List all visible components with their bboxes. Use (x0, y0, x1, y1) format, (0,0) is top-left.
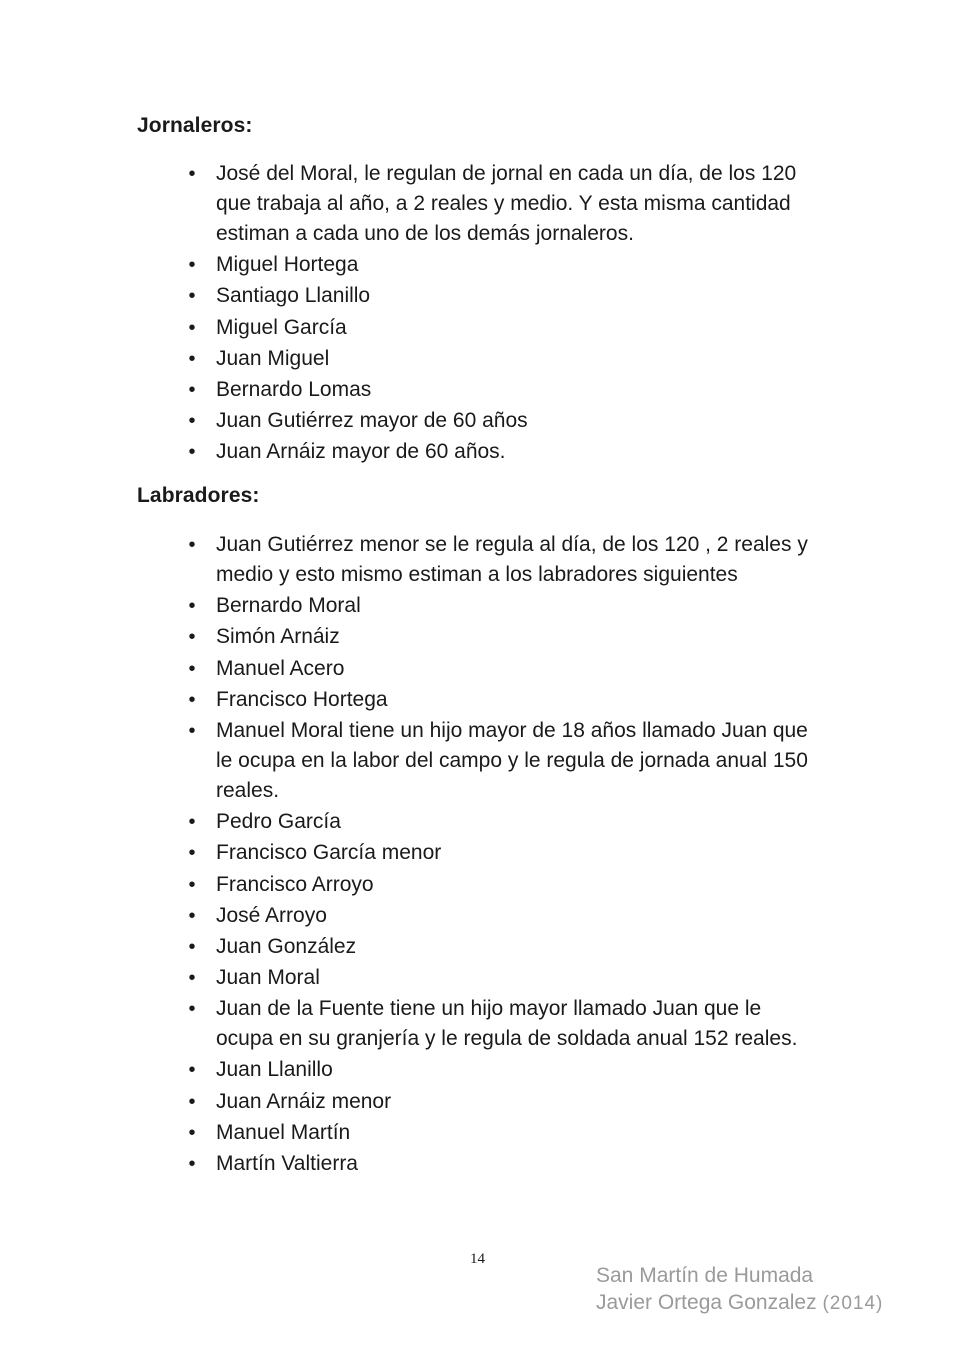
watermark (596, 1262, 883, 1317)
section-heading-jornaleros: Jornaleros: (137, 114, 253, 137)
list-item (0, 622, 816, 652)
labradores-list (0, 530, 816, 1180)
list-item (0, 437, 816, 467)
list-item-text: Juan Gutiérrez menor se le regula al día, de los 120 , 2 reales y medio y esto mismo estiman a los labradores siguientes (216, 533, 808, 586)
list-item-text: Francisco García menor (216, 841, 442, 865)
page-number: 14 (470, 1251, 485, 1267)
list-item (0, 716, 816, 806)
bullet-icon: • (188, 1090, 196, 1113)
list-item-text: Juan Llanillo (216, 1058, 333, 1082)
bullet-icon: • (188, 163, 196, 185)
list-item-text: Martín Valtierra (216, 1152, 358, 1175)
list-item-text: Pedro García (216, 810, 341, 834)
list-item-text: Francisco Hortega (216, 687, 388, 711)
list-item-text: Miguel García (216, 315, 347, 339)
list-item-text: Simón Arnáiz (216, 625, 340, 649)
list-item (0, 963, 816, 993)
bullet-icon: • (188, 688, 196, 711)
bullet-icon: • (188, 285, 196, 308)
bullet-icon: • (188, 657, 196, 680)
bullet-icon: • (188, 873, 196, 896)
list-item (0, 901, 816, 931)
list-item (0, 870, 816, 900)
list-item (0, 344, 816, 374)
bullet-icon: • (188, 626, 196, 649)
bullet-icon: • (188, 967, 196, 990)
list-item-text: José Arroyo (216, 903, 327, 927)
list-item-text: Juan de la Fuente tiene un hijo mayor llamado Juan que le ocupa en su granjería y le regula de soldada anual 152 reales. (216, 997, 798, 1051)
list-item (0, 654, 816, 684)
list-item (0, 1087, 816, 1117)
list-item (0, 250, 816, 280)
watermark-author: Javier Ortega Gonzalez (596, 1291, 817, 1314)
bullet-icon: • (188, 254, 196, 277)
list-item (0, 530, 816, 590)
list-item-text: Juan Arnáiz mayor de 60 años. (216, 440, 506, 464)
list-item-text: Juan Miguel (216, 346, 330, 370)
bullet-icon: • (188, 595, 196, 618)
bullet-icon: • (188, 842, 196, 865)
list-item (0, 685, 816, 715)
section-heading-labradores: Labradores: (137, 484, 260, 507)
bullet-icon: • (188, 935, 196, 958)
watermark-line-2 (596, 1289, 883, 1317)
list-item-text: Juan Arnáiz menor (216, 1089, 392, 1113)
bullet-icon: • (188, 719, 196, 742)
bullet-icon: • (188, 534, 196, 556)
list-item (0, 994, 816, 1054)
list-item (0, 406, 816, 436)
bullet-icon: • (188, 347, 196, 370)
list-item-text: Bernardo Lomas (216, 377, 372, 401)
list-item (0, 932, 816, 962)
list-item-text: Francisco Arroyo (216, 872, 374, 896)
list-item-text: Juan Gutiérrez mayor de 60 años (216, 409, 528, 433)
list-item (0, 313, 816, 343)
list-item-text: Manuel Martín (216, 1120, 351, 1144)
list-item (0, 838, 816, 868)
list-item (0, 807, 816, 837)
list-item (0, 281, 816, 311)
list-item (0, 1055, 816, 1085)
bullet-icon: • (188, 904, 196, 927)
bullet-icon: • (188, 811, 196, 834)
list-item (0, 159, 816, 249)
bullet-icon: • (188, 1153, 196, 1175)
list-item-text: Juan González (216, 934, 357, 958)
list-item-text: Manuel Moral tiene un hijo mayor de 18 años llamado Juan que le ocupa en la labor del campo y le regula de jornada anual 150 reales. (216, 718, 808, 802)
bullet-icon: • (188, 1059, 196, 1082)
watermark-line-1: San Martín de Humada (596, 1264, 814, 1287)
bullet-icon: • (188, 316, 196, 339)
list-item (0, 1118, 816, 1148)
list-item-text: Santiago Llanillo (216, 284, 371, 308)
list-item-text: Manuel Acero (216, 656, 345, 680)
list-item-text: José del Moral, le regulan de jornal en cada un día, de los 120 que trabaja al año, a 2 reales y medio. Y esta misma cantidad estiman a cada uno de los demás jornaleros. (216, 162, 797, 245)
list-item-text: Juan Moral (216, 966, 320, 990)
list-item-text: Bernardo Moral (216, 594, 361, 618)
bullet-icon: • (188, 1121, 196, 1144)
list-item (0, 375, 816, 405)
bullet-icon: • (188, 441, 196, 464)
list-item-text: Miguel Hortega (216, 253, 359, 277)
bullet-icon: • (188, 410, 196, 433)
bullet-icon: • (188, 998, 196, 1021)
jornaleros-list (0, 159, 816, 469)
list-item (0, 1149, 816, 1179)
list-item (0, 591, 816, 621)
bullet-icon: • (188, 378, 196, 401)
watermark-year: (2014) (822, 1293, 884, 1314)
